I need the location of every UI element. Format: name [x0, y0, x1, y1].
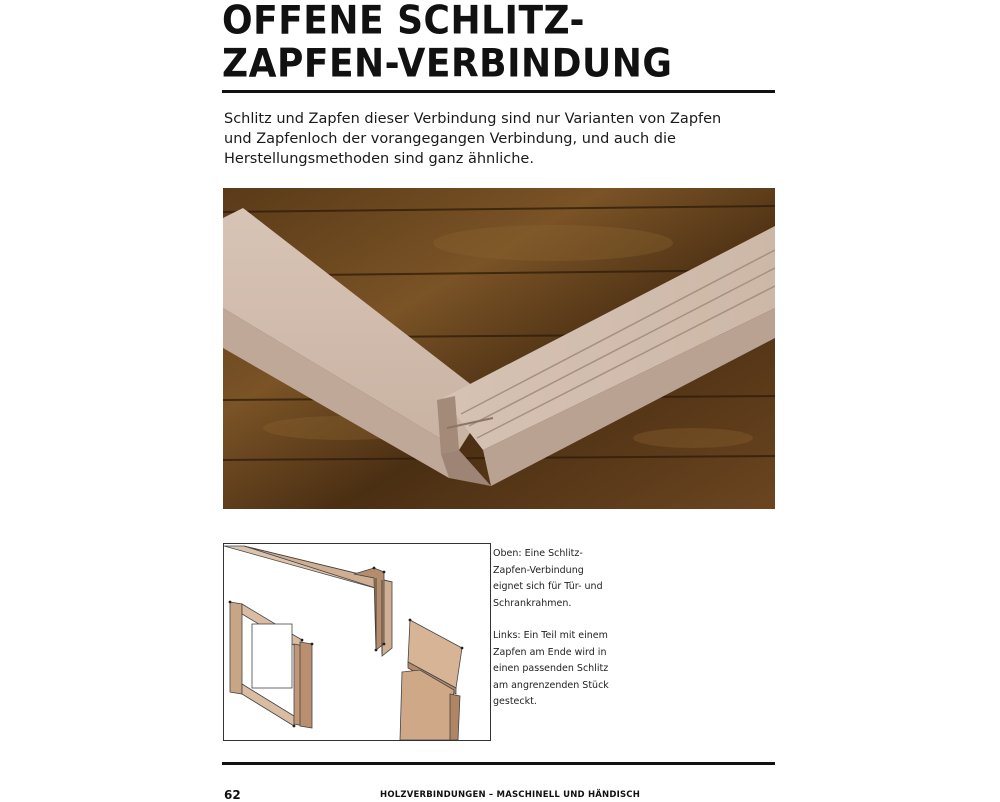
page-title — [222, 0, 782, 86]
joint-photo — [223, 188, 775, 509]
caption-left-line-4: am angrenzenden Stück — [493, 679, 609, 691]
caption-left-line-1: Links: Ein Teil mit einem — [493, 630, 608, 641]
caption-spacer — [493, 612, 643, 628]
caption-left-line-3: einen passenden Schlitz — [493, 663, 609, 674]
footer-rule — [222, 762, 775, 765]
figure-caption — [493, 546, 643, 711]
caption-top-line-2: Zapfen-Verbindung — [493, 564, 584, 576]
intro-line-2: und Zapfenloch der vorangegangen Verbindung, und auch die — [224, 131, 676, 147]
caption-left-line-5: gesteckt. — [493, 696, 537, 707]
running-title: HOLZVERBINDUNGEN – MASCHINELL UND HÄNDISCH — [380, 790, 641, 800]
caption-top-line-4: Schrankrahmen. — [493, 597, 572, 609]
page-title-line-2: ZAPFEN-VERBINDUNG — [222, 42, 673, 87]
title-rule — [222, 90, 775, 93]
intro-line-3: Herstellungsmethoden sind ganz ähnliche. — [224, 151, 534, 167]
intro-paragraph — [224, 109, 764, 169]
caption-left-line-2: Zapfen am Ende wird in — [493, 646, 607, 658]
caption-top-line-1: Oben: Eine Schlitz- — [493, 548, 583, 559]
intro-line-1: Schlitz und Zapfen dieser Verbindung sind nur Varianten von Zapfen — [224, 111, 722, 127]
joint-diagram — [223, 543, 491, 741]
page-title-line-1: OFFENE SCHLITZ- — [222, 0, 585, 44]
caption-top-line-3: eignet sich für Tür- und — [493, 581, 603, 592]
joint-photo-image — [223, 188, 775, 509]
joint-diagram-illustration — [224, 544, 491, 741]
page-number: 62 — [224, 788, 241, 802]
